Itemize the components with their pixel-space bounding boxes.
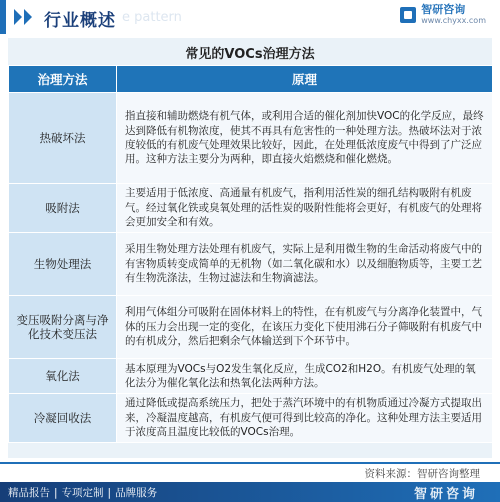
table-panel xyxy=(8,38,492,458)
table-row xyxy=(9,359,493,394)
principle-cell: 基本原理为VOCs与O2发生氧化反应，生成CO2和H2O。有机废气处理的氧化法分为催化氧化法和热氧化法两种方法。 xyxy=(117,359,493,394)
column-header-principle: 原理 xyxy=(117,66,493,93)
method-cell: 变压吸附分离与净化技术变压法 xyxy=(9,296,117,359)
voc-methods-table xyxy=(8,65,493,443)
brand-logo xyxy=(400,4,486,25)
brand-site: www.chyxx.com xyxy=(421,16,486,25)
table-row xyxy=(9,93,493,184)
method-cell: 热破坏法 xyxy=(9,93,117,184)
footer-band xyxy=(0,482,500,502)
table-row xyxy=(9,296,493,359)
principle-cell: 采用生物处理方法处理有机废气，实际上是利用微生物的生命活动将废气中的有害物质转变成简单的无机物（如二氧化碳和水）以及细胞物质等，主要工艺有生物洗涤法，生物过滤法和生物滴滤法。 xyxy=(117,233,493,296)
principle-cell: 通过降低或提高系统压力，把处于蒸汽环境中的有机物质通过冷凝方式提取出来，冷凝温度越高，有机废气便可得到比较高的净化。这种处理方法主要适用于浓度高且温度比较低的VOCs治理。 xyxy=(117,394,493,443)
brand-name: 智研咨询 xyxy=(421,3,466,16)
method-cell: 生物处理法 xyxy=(9,233,117,296)
principle-cell: 主要适用于低浓度、高通量有机废气，指利用活性炭的细孔结构吸附有机废气。经过氧化铁或臭氧处理的活性炭的吸附性能将会更好，有机废气的处理将会更加安全和有效。 xyxy=(117,184,493,233)
principle-cell: 利用气体组分可吸附在固体材料上的特性，在有机废气与分离净化装置中，气体的压力会出现一定的变化，在该压力变化下使用沸石分子筛吸附有机废气中的有机成分，然后把剩余气体输送到下个环节中。 xyxy=(117,296,493,359)
accent-bar xyxy=(0,0,6,34)
table-row xyxy=(9,394,493,443)
service-item: 专项定制 xyxy=(61,487,104,499)
table-row xyxy=(9,233,493,296)
principle-cell: 指直接和辅助燃烧有机气体，或利用合适的催化剂加快VOC的化学反应，最终达到降低有机物浓度，使其不再具有危害性的一种处理方法。热破坏法对于浓度较低的有机废气处理效果比较好，因此，在处理低浓度废气中得到了广泛应用。这种方法主要分为两种，即直接火焰燃烧和催化燃烧。 xyxy=(117,93,493,184)
method-cell: 氧化法 xyxy=(9,359,117,394)
services-list: 精品报告 | 专项定制 | 品牌服务 xyxy=(8,487,158,499)
source-note: 资料来源：智研咨询整理 xyxy=(364,468,480,480)
footer-divider xyxy=(0,462,500,464)
brand-logo-icon xyxy=(400,7,416,23)
page-footer xyxy=(0,462,500,502)
service-item: 品牌服务 xyxy=(115,487,158,499)
service-item: 精品报告 xyxy=(8,487,50,499)
table-title: 常见的VOCs治理方法 xyxy=(185,47,315,62)
page-header xyxy=(0,0,500,34)
method-cell: 吸附法 xyxy=(9,184,117,233)
table-header-row xyxy=(9,66,493,93)
page-title: 行业概述 xyxy=(44,11,116,31)
column-header-method: 治理方法 xyxy=(9,66,117,93)
header-watermark: e pattern xyxy=(122,10,182,25)
method-cell: 冷凝回收法 xyxy=(9,394,117,443)
double-arrow-icon xyxy=(14,9,32,25)
footer-brand: 智研咨询 xyxy=(413,487,478,502)
table-row xyxy=(9,184,493,233)
